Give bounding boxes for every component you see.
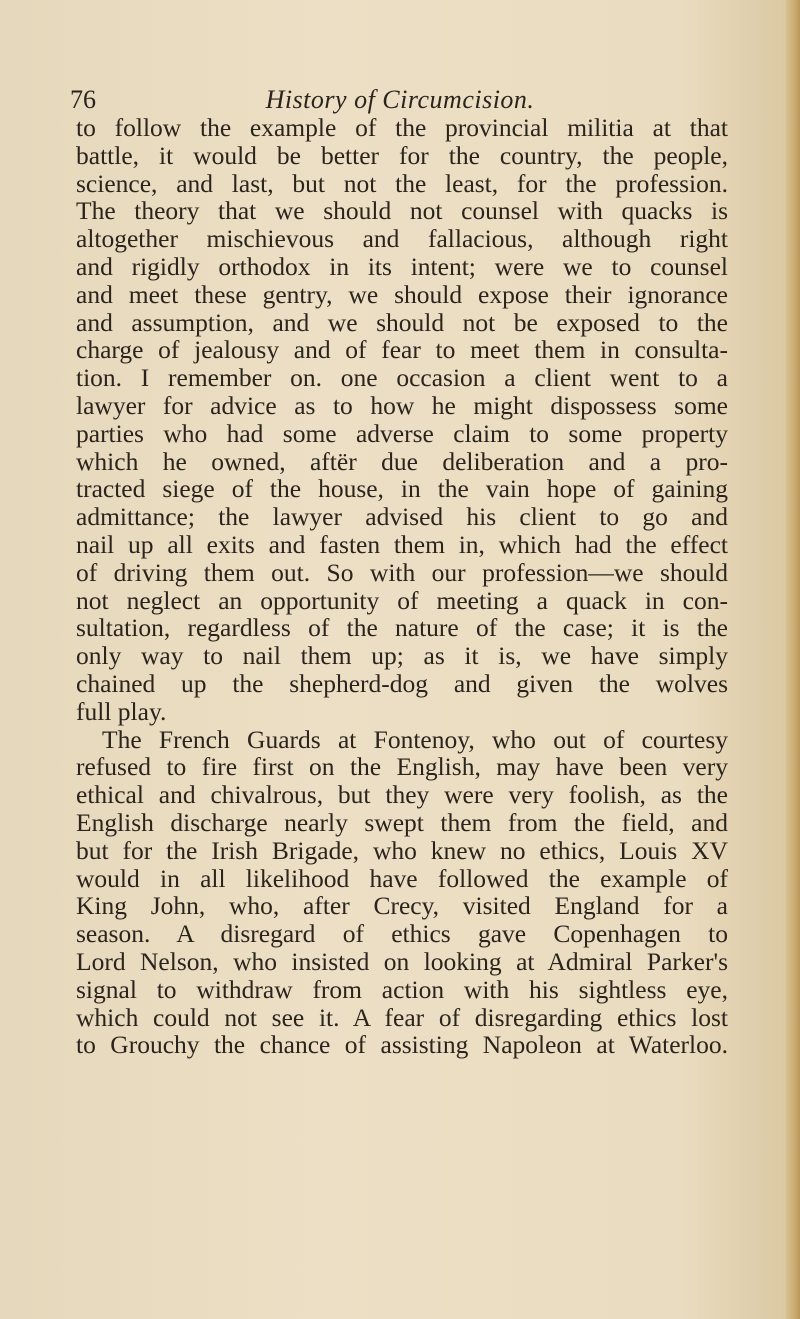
text-line: not neglect an opportunity of meeting a quack in con-: [76, 585, 728, 615]
text-line: and meet these gentry, we should expose their ignorance: [76, 279, 728, 309]
text-line: tion. I remember on. one occasion a client went to a: [76, 363, 728, 393]
text-line: nail up all exits and fasten them in, which had the effect: [76, 529, 728, 559]
text-line: and rigidly orthodox in its intent; were we to counsel: [76, 251, 728, 281]
text-line: signal to withdraw from action with his sightless eye,: [76, 974, 728, 1004]
text-line: to Grouchy the chance of assisting Napoleon at Waterloo.: [76, 1030, 728, 1060]
text-line: battle, it would be better for the country, the people,: [76, 140, 728, 170]
text-line: would in all likelihood have followed the example of: [76, 863, 728, 893]
text-line: Lord Nelson, who insisted on looking at Admiral Parker's: [76, 946, 728, 976]
text-line: which could not see it. A fear of disregarding ethics lost: [76, 1002, 728, 1032]
text-line: sultation, regardless of the nature of the case; it is the: [76, 613, 728, 643]
text-line: full play.: [76, 696, 167, 726]
text-line: refused to fire first on the English, may have been very: [76, 752, 728, 782]
text-line: chained up the shepherd-dog and given the wolves: [76, 668, 728, 698]
text-line: The theory that we should not counsel with quacks is: [76, 196, 728, 226]
text-line: only way to nail them up; as it is, we have simply: [76, 641, 728, 671]
text-line: ethical and chivalrous, but they were very foolish, as the: [76, 780, 728, 810]
page-edge: [786, 0, 800, 1319]
text-line: altogether mischievous and fallacious, although right: [76, 224, 728, 254]
text-line: King John, who, after Crecy, visited England for a: [76, 891, 728, 921]
text-line: of driving them out. So with our profession—we should: [76, 557, 728, 587]
text-line: science, and last, but not the least, for the profession.: [76, 168, 728, 198]
text-line: lawyer for advice as to how he might dispossess some: [76, 390, 728, 420]
page-number: 76: [70, 85, 96, 114]
text-line: but for the Irish Brigade, who knew no ethics, Louis XV: [76, 835, 728, 865]
text-line: season. A disregard of ethics gave Copenhagen to: [76, 919, 728, 949]
text-line: parties who had some adverse claim to some property: [76, 418, 728, 448]
text-line: tracted siege of the house, in the vain hope of gaining: [76, 474, 728, 504]
text-line: to follow the example of the provincial militia at that: [76, 113, 728, 142]
text-line: and assumption, and we should not be exposed to the: [76, 307, 728, 337]
text-line: which he owned, aftër due deliberation and a pro-: [76, 446, 728, 476]
body-text: [76, 114, 728, 1059]
text-line: English discharge nearly swept them from the field, and: [76, 807, 728, 837]
text-line: The French Guards at Fontenoy, who out of courtesy: [102, 724, 728, 754]
running-title: History of Circumcision.: [265, 85, 535, 114]
text-line: charge of jealousy and of fear to meet them in consulta-: [76, 335, 728, 365]
text-line: admittance; the lawyer advised his client to go and: [76, 502, 728, 532]
